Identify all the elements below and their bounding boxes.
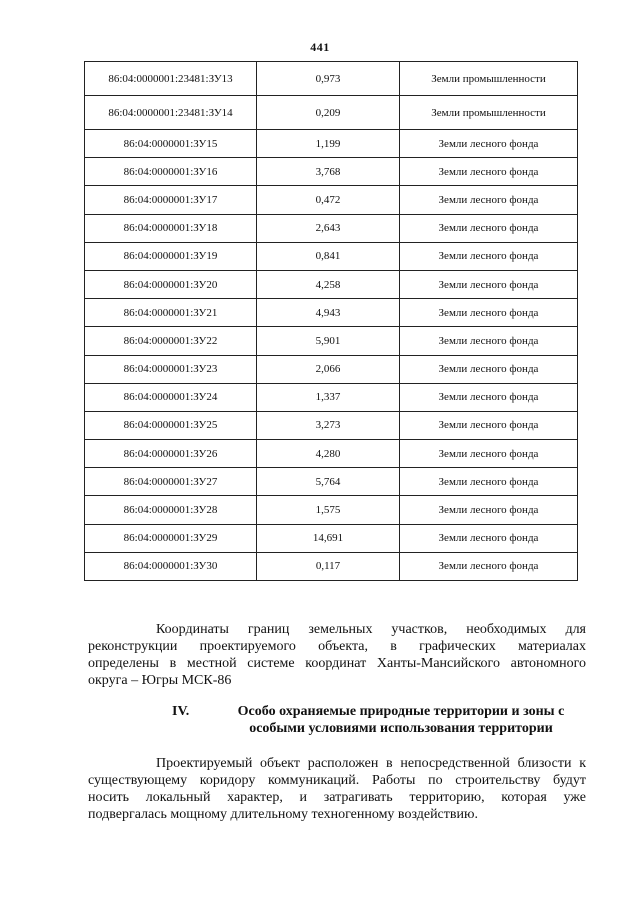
table-row [85, 96, 578, 130]
parcel-area-cell: 4,943 [257, 299, 400, 327]
coordinates-paragraph [88, 621, 586, 689]
table-row [85, 214, 578, 242]
parcel-area-cell: 0,209 [257, 96, 400, 130]
paragraph-line: округа – Югры МСК-86 [88, 673, 232, 688]
paragraph-line: определены в местной системе координат Ханты-Мансийского автономного [88, 656, 586, 671]
land-parcels-table [84, 61, 578, 581]
parcel-area-cell: 0,841 [257, 242, 400, 270]
parcel-number-cell: 86:04:0000001:ЗУ18 [85, 214, 257, 242]
parcel-area-cell: 0,117 [257, 552, 400, 580]
table-row [85, 524, 578, 552]
parcel-area-cell: 4,280 [257, 440, 400, 468]
project-paragraph [88, 755, 586, 823]
section-heading [172, 703, 592, 737]
parcel-category-cell: Земли лесного фонда [400, 411, 578, 439]
parcel-number-cell: 86:04:0000001:ЗУ26 [85, 440, 257, 468]
parcel-number-cell: 86:04:0000001:ЗУ15 [85, 130, 257, 158]
section-title-line: особыми условиями использования территории [249, 721, 553, 736]
table-row [85, 552, 578, 580]
parcel-area-cell: 4,258 [257, 270, 400, 298]
table-row [85, 468, 578, 496]
table-row [85, 383, 578, 411]
parcel-number-cell: 86:04:0000001:ЗУ17 [85, 186, 257, 214]
parcel-category-cell: Земли лесного фонда [400, 130, 578, 158]
paragraph-line: подвергалась мощному длительному техногенному воздействию. [88, 807, 478, 822]
table-row [85, 270, 578, 298]
parcel-number-cell: 86:04:0000001:ЗУ21 [85, 299, 257, 327]
parcel-number-cell: 86:04:0000001:23481:ЗУ13 [85, 62, 257, 96]
parcel-category-cell: Земли лесного фонда [400, 270, 578, 298]
parcel-category-cell: Земли лесного фонда [400, 496, 578, 524]
page-number: 441 [310, 40, 330, 54]
table-row [85, 62, 578, 96]
table-row [85, 327, 578, 355]
section-number: IV. [172, 704, 190, 719]
parcel-category-cell: Земли лесного фонда [400, 158, 578, 186]
parcel-category-cell: Земли лесного фонда [400, 552, 578, 580]
paragraph-line: реконструкции проектируемого объекта, в графических материалах [88, 639, 586, 654]
parcel-category-cell: Земли промышленности [400, 62, 578, 96]
parcel-category-cell: Земли лесного фонда [400, 242, 578, 270]
parcel-area-cell: 14,691 [257, 524, 400, 552]
parcel-number-cell: 86:04:0000001:ЗУ20 [85, 270, 257, 298]
paragraph-line: Проектируемый объект расположен в непосредственной близости к [156, 756, 586, 771]
parcel-category-cell: Земли лесного фонда [400, 468, 578, 496]
parcel-category-cell: Земли лесного фонда [400, 299, 578, 327]
table-row [85, 158, 578, 186]
table-row [85, 355, 578, 383]
parcel-area-cell: 3,768 [257, 158, 400, 186]
parcel-number-cell: 86:04:0000001:ЗУ29 [85, 524, 257, 552]
parcel-area-cell: 0,973 [257, 62, 400, 96]
parcel-number-cell: 86:04:0000001:23481:ЗУ14 [85, 96, 257, 130]
parcel-area-cell: 0,472 [257, 186, 400, 214]
parcel-number-cell: 86:04:0000001:ЗУ16 [85, 158, 257, 186]
parcel-area-cell: 1,575 [257, 496, 400, 524]
parcel-category-cell: Земли лесного фонда [400, 327, 578, 355]
table-row [85, 411, 578, 439]
parcel-category-cell: Земли лесного фонда [400, 383, 578, 411]
parcel-category-cell: Земли лесного фонда [400, 186, 578, 214]
parcel-category-cell: Земли лесного фонда [400, 214, 578, 242]
parcel-area-cell: 5,901 [257, 327, 400, 355]
parcel-category-cell: Земли лесного фонда [400, 440, 578, 468]
parcel-area-cell: 5,764 [257, 468, 400, 496]
parcel-category-cell: Земли лесного фонда [400, 355, 578, 383]
section-title-line: Особо охраняемые природные территории и зоны с [237, 704, 565, 719]
parcel-area-cell: 2,643 [257, 214, 400, 242]
parcel-area-cell: 1,337 [257, 383, 400, 411]
parcel-number-cell: 86:04:0000001:ЗУ19 [85, 242, 257, 270]
paragraph-line: существующему коридору коммуникаций. Работы по строительству будут [88, 773, 586, 788]
parcel-number-cell: 86:04:0000001:ЗУ23 [85, 355, 257, 383]
parcel-number-cell: 86:04:0000001:ЗУ27 [85, 468, 257, 496]
paragraph-line: носить локальный характер, и затрагивать территорию, которая уже [88, 790, 586, 805]
parcel-number-cell: 86:04:0000001:ЗУ25 [85, 411, 257, 439]
table-row [85, 496, 578, 524]
table-row [85, 186, 578, 214]
parcel-number-cell: 86:04:0000001:ЗУ24 [85, 383, 257, 411]
parcel-number-cell: 86:04:0000001:ЗУ28 [85, 496, 257, 524]
parcel-number-cell: 86:04:0000001:ЗУ22 [85, 327, 257, 355]
table-row [85, 242, 578, 270]
table-row [85, 130, 578, 158]
parcel-area-cell: 1,199 [257, 130, 400, 158]
parcel-category-cell: Земли лесного фонда [400, 524, 578, 552]
table-row [85, 299, 578, 327]
paragraph-line: Координаты границ земельных участков, необходимых для [156, 622, 586, 637]
parcel-category-cell: Земли промышленности [400, 96, 578, 130]
parcel-area-cell: 2,066 [257, 355, 400, 383]
parcel-area-cell: 3,273 [257, 411, 400, 439]
table-row [85, 440, 578, 468]
parcel-number-cell: 86:04:0000001:ЗУ30 [85, 552, 257, 580]
